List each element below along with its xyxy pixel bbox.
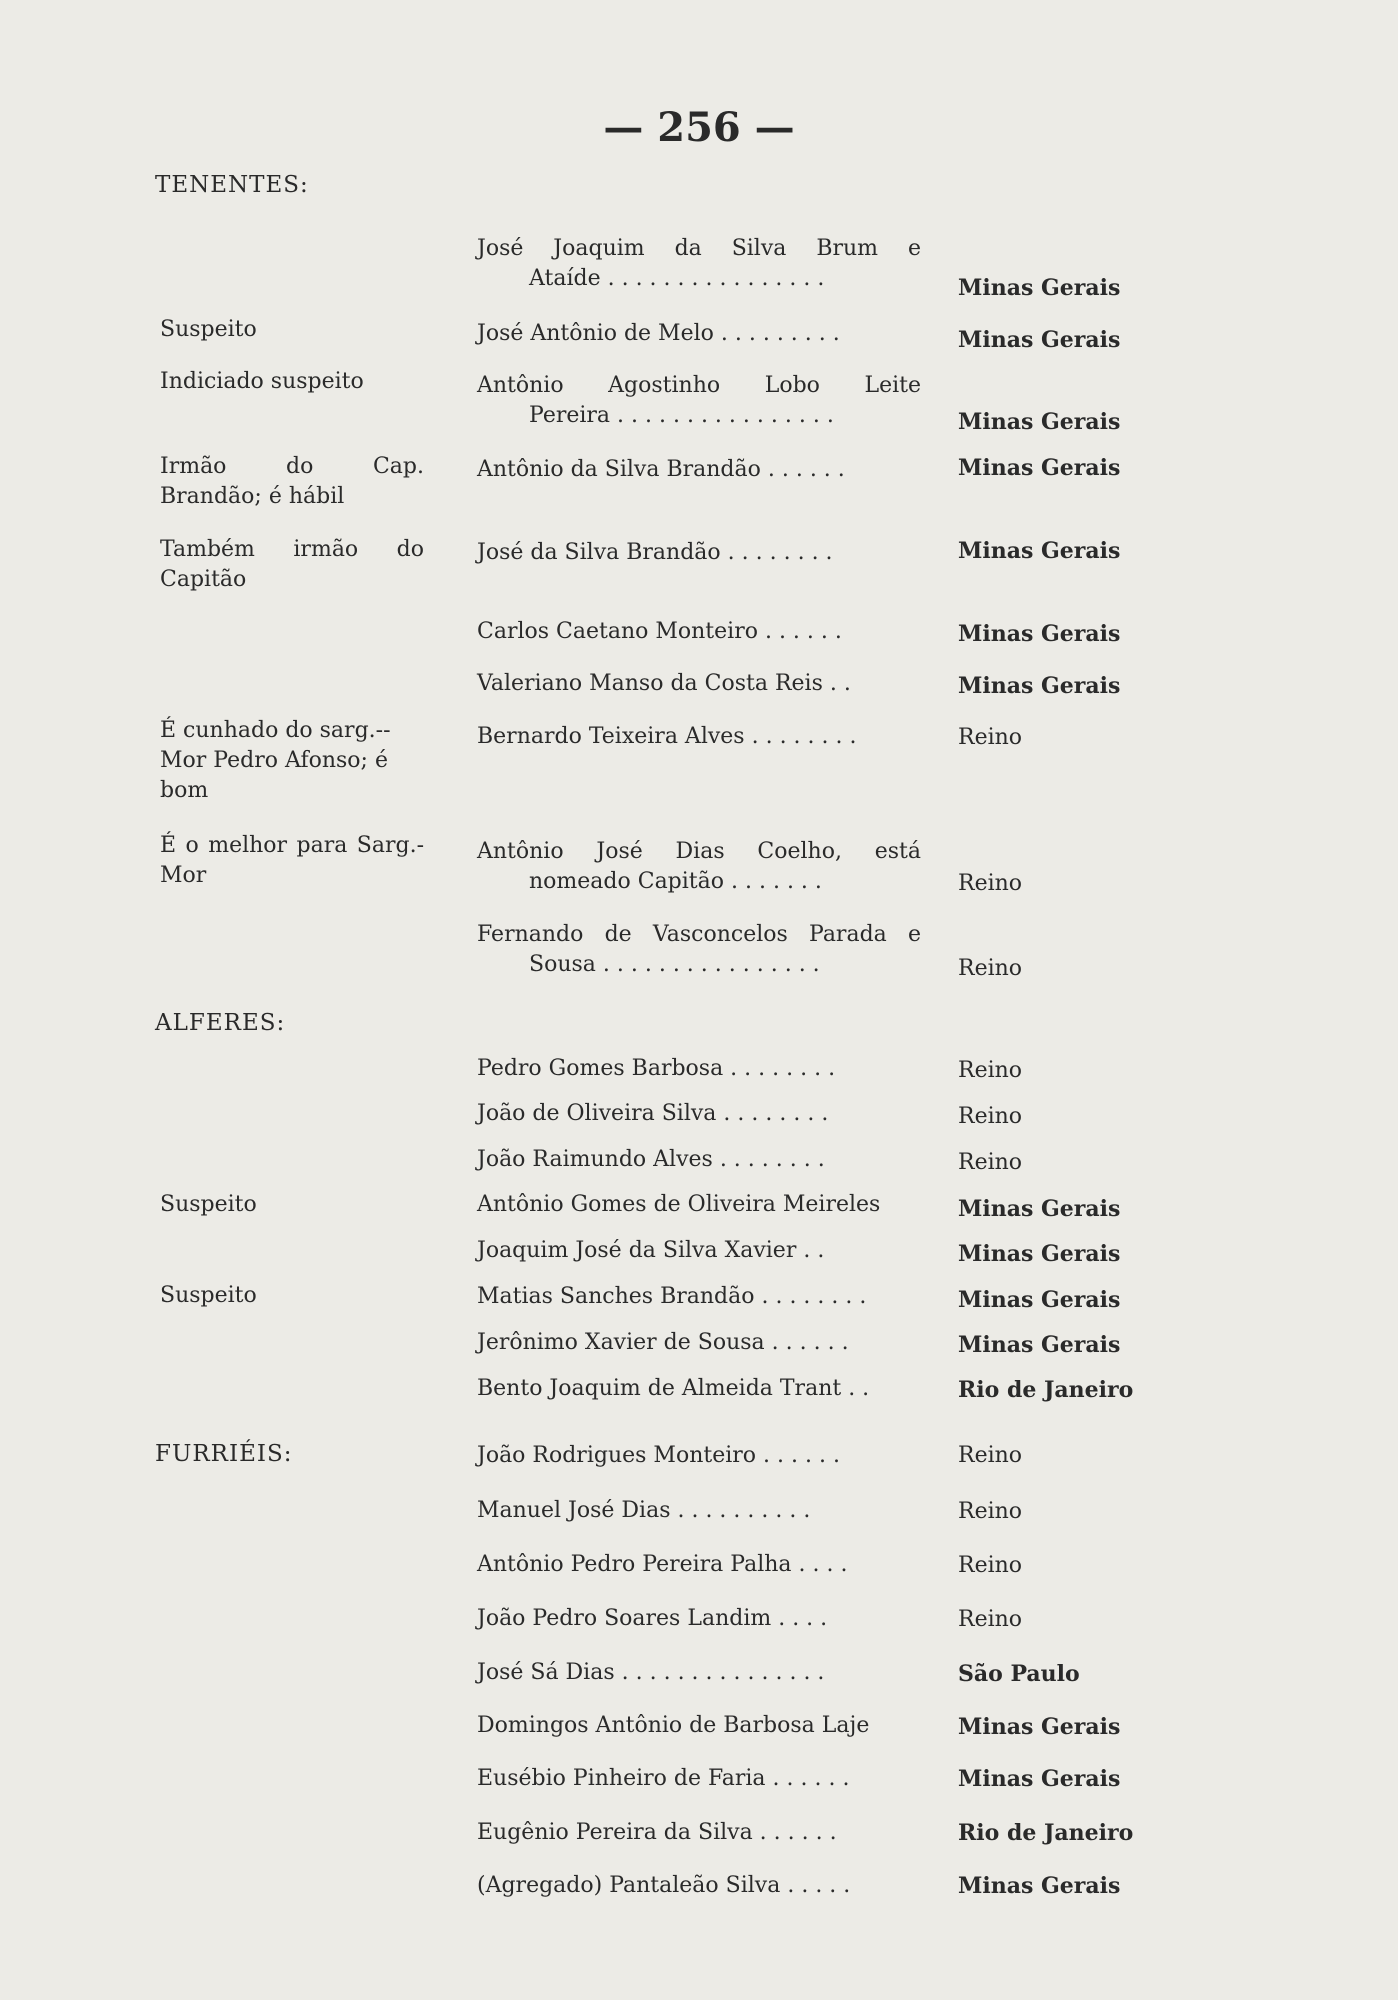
officer-name: João Rodrigues Monteiro . . . . . . bbox=[477, 1443, 840, 1468]
officer-origin: Minas Gerais bbox=[958, 275, 1121, 301]
officer-origin: São Paulo bbox=[958, 1661, 1080, 1687]
section-heading-tenentes: TENENTES: bbox=[155, 172, 309, 198]
officer-origin: Reino bbox=[958, 1553, 1023, 1578]
officer-origin: Reino bbox=[958, 1058, 1023, 1083]
officer-name: Bento Joaquim de Almeida Trant . . bbox=[477, 1376, 870, 1401]
page-number: — 256 — bbox=[603, 104, 795, 151]
officer-name: João Raimundo Alves . . . . . . . . bbox=[477, 1147, 825, 1172]
officer-name: José da Silva Brandão . . . . . . . . bbox=[477, 540, 833, 565]
section-heading-furrieis: FURRIÉIS: bbox=[155, 1441, 293, 1467]
officer-name: Joaquim José da Silva Xavier . . bbox=[477, 1238, 825, 1263]
officer-name: Matias Sanches Brandão . . . . . . . . bbox=[477, 1284, 867, 1309]
officer-origin: Minas Gerais bbox=[958, 673, 1121, 699]
officer-origin: Minas Gerais bbox=[958, 538, 1121, 564]
officer-name: Antônio José Dias Coelho, está nomeado Capitão . . . . . . . bbox=[477, 839, 921, 894]
officer-origin: Reino bbox=[958, 725, 1023, 750]
officer-origin: Reino bbox=[958, 1443, 1023, 1468]
officer-name: José Antônio de Melo . . . . . . . . . bbox=[477, 321, 840, 346]
officer-origin: Rio de Janeiro bbox=[958, 1820, 1134, 1846]
officer-origin: Minas Gerais bbox=[958, 1714, 1121, 1740]
officer-remark: Indiciado suspeito bbox=[160, 369, 364, 394]
officer-origin: Minas Gerais bbox=[958, 1196, 1121, 1222]
officer-origin: Rio de Janeiro bbox=[958, 1377, 1134, 1403]
officer-name: Pedro Gomes Barbosa . . . . . . . . bbox=[477, 1056, 836, 1081]
officer-origin: Minas Gerais bbox=[958, 1873, 1121, 1899]
officer-remark: Suspeito bbox=[160, 317, 257, 342]
officer-remark: Também irmão do Capitão bbox=[160, 537, 424, 592]
officer-origin: Minas Gerais bbox=[958, 1766, 1121, 1792]
officer-origin: Minas Gerais bbox=[958, 1287, 1121, 1313]
officer-origin: Minas Gerais bbox=[958, 409, 1121, 435]
officer-name: Antônio Agostinho Lobo Leite Pereira . . . . . . . . . . . . . . . . bbox=[477, 373, 921, 428]
officer-name: Bernardo Teixeira Alves . . . . . . . . bbox=[477, 724, 857, 749]
officer-origin: Reino bbox=[958, 871, 1023, 896]
officer-name: Eugênio Pereira da Silva . . . . . . bbox=[477, 1820, 837, 1845]
officer-name: Valeriano Manso da Costa Reis . . bbox=[477, 671, 851, 696]
officer-name: (Agregado) Pantaleão Silva . . . . . bbox=[477, 1873, 851, 1898]
officer-origin: Reino bbox=[958, 1150, 1023, 1175]
officer-name: Antônio Gomes de Oliveira Meireles bbox=[477, 1192, 881, 1217]
officer-name: José Sá Dias . . . . . . . . . . . . . . . bbox=[477, 1660, 825, 1685]
officer-name: Fernando de Vasconcelos Parada e Sousa . . . . . . . . . . . . . . . . bbox=[477, 922, 921, 977]
officer-name: Manuel José Dias . . . . . . . . . . bbox=[477, 1498, 811, 1523]
officer-remark: É o melhor para Sarg.-Mor bbox=[160, 833, 424, 888]
officer-name: Domingos Antônio de Barbosa Laje bbox=[477, 1713, 870, 1738]
officer-name: José Joaquim da Silva Brum e Ataíde . . . . . . . . . . . . . . . . bbox=[477, 236, 921, 291]
officer-origin: Reino bbox=[958, 1499, 1023, 1524]
officer-origin: Minas Gerais bbox=[958, 327, 1121, 353]
officer-remark: Suspeito bbox=[160, 1283, 257, 1308]
officer-name: Antônio Pedro Pereira Palha . . . . bbox=[477, 1552, 848, 1577]
officer-name: João de Oliveira Silva . . . . . . . . bbox=[477, 1101, 829, 1126]
officer-remark: Suspeito bbox=[160, 1192, 257, 1217]
section-heading-alferes: ALFERES: bbox=[155, 1010, 286, 1036]
officer-name: Carlos Caetano Monteiro . . . . . . bbox=[477, 619, 842, 644]
officer-name: Antônio da Silva Brandão . . . . . . bbox=[477, 457, 845, 482]
officer-name: Eusébio Pinheiro de Faria . . . . . . bbox=[477, 1766, 850, 1791]
officer-name: Jerônimo Xavier de Sousa . . . . . . bbox=[477, 1330, 849, 1355]
officer-origin: Minas Gerais bbox=[958, 455, 1121, 481]
officer-origin: Reino bbox=[958, 956, 1023, 981]
officer-remark: É cunhado do sarg.--Mor Pedro Afonso; é bom bbox=[160, 718, 391, 803]
officer-origin: Minas Gerais bbox=[958, 621, 1121, 647]
officer-name: João Pedro Soares Landim . . . . bbox=[477, 1606, 828, 1631]
officer-origin: Reino bbox=[958, 1607, 1023, 1632]
officer-origin: Minas Gerais bbox=[958, 1241, 1121, 1267]
officer-remark: Irmão do Cap. Brandão; é hábil bbox=[160, 454, 424, 509]
officer-origin: Minas Gerais bbox=[958, 1332, 1121, 1358]
officer-origin: Reino bbox=[958, 1104, 1023, 1129]
